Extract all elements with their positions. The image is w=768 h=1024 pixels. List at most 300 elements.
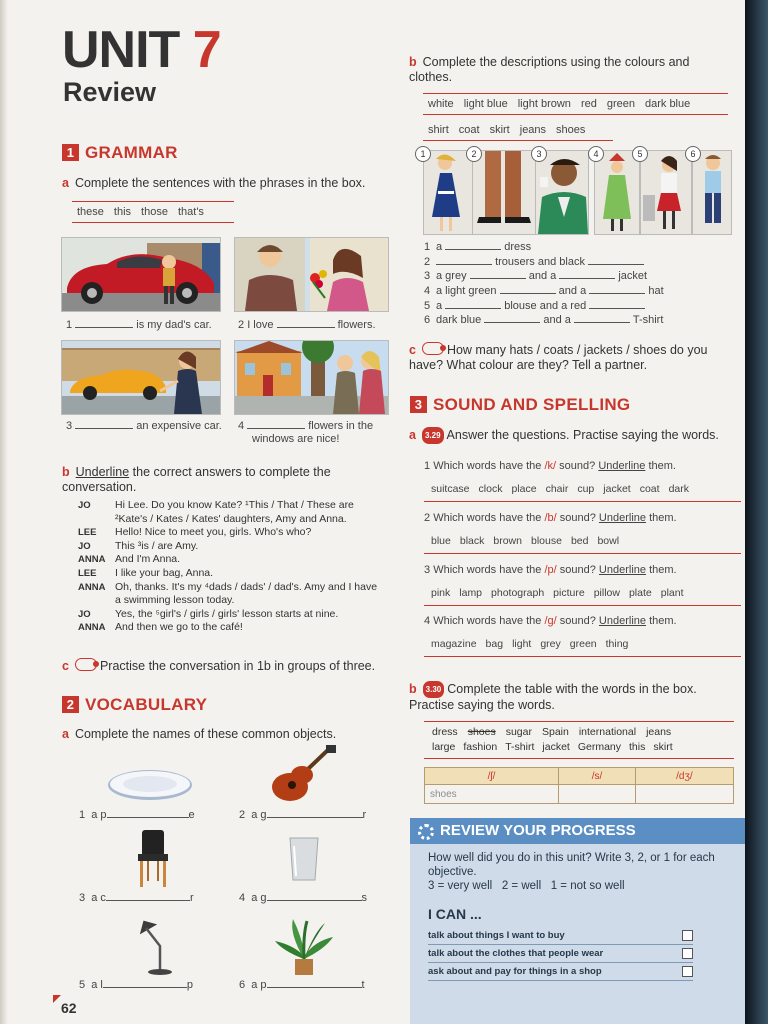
caption-text: windows are nice! [252,433,340,445]
word-end: p [186,979,193,991]
word-item[interactable]: clock [478,483,503,495]
table-cell[interactable] [559,785,636,804]
figure-5 [640,150,692,235]
word-item[interactable]: grey [540,638,561,650]
red-car-illustration [62,238,220,311]
word-end: e [188,809,195,821]
word-item[interactable]: suitcase [431,483,470,495]
description-text: and a [558,285,587,298]
description-text: dress [504,241,532,253]
exercise-letter: c [409,343,416,357]
word-list [424,532,741,554]
exercise-letter: b [409,682,417,696]
word-box-row [424,725,734,740]
page-number: 62 [61,1000,77,1016]
word-start: a c [91,892,106,904]
objective-text: talk about things I want to buy [428,930,565,941]
figure-2 [472,150,536,235]
description-text: T-shirt [632,314,664,327]
item-number: 6 [239,979,246,991]
question-part-post: sound? [559,460,596,472]
answer-blank[interactable] [470,278,526,279]
unit-number: 7 [192,21,221,79]
question-part-snd: /p/ [544,564,557,576]
word-box-item: T-shirt [505,741,535,753]
book-edge-background [745,0,768,1024]
item-number: 2 [239,809,246,821]
objective-row [428,963,693,981]
answer-blank[interactable] [267,817,363,818]
figure-3 [535,150,589,235]
word-item[interactable]: green [569,638,597,650]
question-part-post: sound? [559,564,596,576]
description-line [424,314,724,329]
dialogue-text[interactable]: Hello! Nice to meet you, girls. Who's who? [115,526,312,539]
boy-light-blue-shirt-illustration [693,151,731,234]
dialogue-line [78,567,380,581]
word-start: a l [91,979,103,991]
answer-blank[interactable] [559,278,615,279]
word-box-item: jacket [542,741,570,753]
description-text: a [436,299,443,312]
question-part-end: them. [649,512,677,524]
dialogue-line [78,540,380,554]
speaker-name: LEE [78,527,97,539]
word-box-item: that's [177,206,204,218]
unit-word: UNIT [62,21,180,79]
table-row [425,785,734,804]
exercise-letter: c [62,659,69,673]
man-green-jacket-illustration [536,151,588,234]
question-part-n: 1 [424,460,431,472]
chair-icon [133,828,173,888]
unit-subtitle: Review [63,77,157,107]
audio-track-icon[interactable]: 3.30 [423,681,445,698]
score-checkbox[interactable] [682,948,693,959]
vocab-item-4 [239,892,367,905]
item-number: 4 [238,420,245,432]
item-number: 2 [238,319,245,331]
question-part-end: them. [649,564,677,576]
question-part-pre: Which words have the [433,564,542,576]
figure-number: 4 [588,146,604,162]
question-part-post: sound? [559,615,596,627]
dialogue-text[interactable]: This ³is / are Amy. [115,539,199,552]
speaker-name: JO [78,500,91,511]
speaker-name: JO [78,608,91,620]
instruction-text: Practise the conversation in 1b in groups of three. [99,659,376,673]
answer-blank[interactable] [500,293,556,294]
word-item[interactable]: pillow [593,587,620,599]
table-header-dzh: /dʒ/ [635,768,733,785]
question-part-n: 2 [424,512,431,524]
word-list [424,584,741,606]
description-line [424,270,724,285]
objective-row [428,927,693,945]
figure-number: 2 [466,146,482,162]
question-part-ul: Underline [598,564,647,576]
caption-1 [66,319,226,332]
caption-text: I love [247,319,274,331]
section-number: 1 [62,144,79,161]
vocab-item-1 [79,809,195,822]
description-text: a [436,241,443,253]
word-item[interactable]: jacket [603,483,631,495]
word-box-item: green [606,98,635,110]
description-text: dark blue [436,314,482,327]
caption-4 [238,420,388,446]
sound-word-box [424,721,734,759]
answer-blank[interactable] [247,428,305,429]
answer-blank[interactable] [103,987,187,988]
dialogue-line [78,553,380,567]
dialogue-text[interactable]: I like your bag, Anna. [115,566,214,579]
unit-title [62,22,221,78]
answer-blank[interactable] [589,308,645,309]
colour-description-lines [424,241,724,329]
instruction-text: Complete the names of these common objects. [74,727,337,741]
question-part-ul: Underline [598,460,646,472]
figure-6 [692,150,732,235]
description-text: jacket [618,270,648,283]
description-text: and a [528,270,557,283]
objective-text: ask about and pay for things in a shop [428,966,602,977]
woman-blue-dress-illustration [424,151,472,234]
word-item[interactable]: thing [605,638,629,650]
review-instruction: How well did you do in this unit? Write 3, 2, or 1 for each objective. [428,852,715,878]
word-item[interactable]: blouse [530,535,562,547]
exercise-letter: a [62,727,69,741]
lamp-icon [130,916,180,976]
review-title: REVIEW YOUR PROGRESS [440,822,636,839]
vocab-item-5 [79,979,193,992]
word-item[interactable]: bowl [597,535,620,547]
yellow-car-illustration [62,341,220,414]
exercise-letter: a [62,176,69,190]
speaker-name: ANNA [78,581,106,593]
question-part-pre: Which words have the [433,615,542,627]
description-text: blouse and a red [504,299,587,312]
question-part-pre: Which words have the [433,460,542,472]
word-start: a g [251,892,267,904]
grammar-word-box [72,201,234,223]
caption-text: is my dad's car. [136,319,212,331]
answer-blank[interactable] [484,322,540,323]
section-title: SOUND AND SPELLING [433,395,631,414]
photo-houses [234,340,389,415]
word-end: t [361,979,365,991]
word-start: a p [91,809,107,821]
question-text [424,564,734,577]
word-box-item: large [432,741,456,753]
word-box-item: jeans [646,726,672,738]
flowers-illustration [235,238,388,311]
item-number: 5 [79,979,86,991]
vocabulary-heading [62,695,207,715]
answer-blank[interactable] [574,322,630,323]
answer-blank[interactable] [445,249,501,250]
word-box-item: skirt [653,741,673,753]
word-box-item: light blue [463,98,508,110]
photo-red-car [61,237,221,312]
word-box-item: Spain [541,726,569,738]
question-part-n: 4 [424,615,431,627]
guitar-icon [268,745,338,807]
figure-number: 6 [685,146,701,162]
exercise-letter: b [409,55,417,69]
page-corner-mark [53,995,61,1003]
grammar-a-instruction [62,176,392,191]
section-number: 2 [62,696,79,713]
word-end: s [361,892,368,904]
word-box-item: white [428,98,454,110]
answer-blank[interactable] [445,308,501,309]
item-number: 1 [424,241,431,253]
word-box-item: jeans [519,124,547,136]
instruction-text: the correct answers to complete the conversation. [62,465,331,494]
sound-table [424,767,734,804]
answer-blank[interactable] [589,293,645,294]
figure-number: 3 [531,146,547,162]
word-box-item: shirt [428,124,449,136]
question-part-snd: /b/ [544,512,557,524]
description-line [424,241,724,256]
speech-bubble-icon [422,342,444,355]
colours-b-instruction [409,55,709,85]
word-item[interactable]: blue [431,535,451,547]
photo-yellow-car [61,340,221,415]
answer-blank[interactable] [107,817,189,818]
question-part-ul: Underline [598,512,647,524]
table-header-row [425,768,734,785]
figure-number: 1 [415,146,431,162]
dialogue-text[interactable]: Hi Lee. Do you know Kate? ¹This / That / These are ²Kate's / Kates / Kates' daughters, Amy and Anna. [115,499,354,525]
objective-row [428,945,693,963]
glass-icon [288,836,320,882]
word-item[interactable]: lamp [459,587,483,599]
item-number: 6 [424,314,431,327]
description-line [424,256,724,271]
word-list [424,480,741,502]
word-item[interactable]: plate [628,587,652,599]
item-number: 4 [239,892,246,904]
word-box-item: shoes [556,124,586,136]
answer-blank[interactable] [75,428,133,429]
word-box-item: light brown [517,98,571,110]
item-number: 3 [79,892,86,904]
page-spine-shadow [0,0,8,1024]
sound-b-instruction [409,681,734,713]
grammar-c-instruction [62,658,392,674]
question-text [424,512,734,525]
question-part-end: them. [649,615,677,627]
sound-spelling-heading [410,395,630,415]
word-box-item: skirt [489,124,510,136]
question-part-snd: /k/ [544,460,557,472]
item-number: 3 [424,270,431,283]
instruction-text: Complete the table with the words in the box. Practise saying the words. [409,682,697,712]
word-item[interactable]: plant [660,587,684,599]
score-checkbox[interactable] [682,930,693,941]
speaker-name: LEE [78,567,97,579]
colours-word-box [423,93,728,115]
audio-track-icon[interactable]: 3.29 [422,427,444,444]
speaker-name: ANNA [78,622,106,634]
item-number: 1 [66,319,73,331]
woman-red-skirt-illustration [641,151,691,234]
section-title: GRAMMAR [85,143,178,162]
plant-icon [273,915,335,977]
question-part-n: 3 [424,564,431,576]
vocab-a-instruction [62,727,392,742]
dialogue-text[interactable]: And I'm Anna. [115,553,181,566]
exercise-letter: b [62,465,70,479]
question-part-post: sound? [559,512,596,524]
plate-icon [106,765,194,803]
question-text [424,460,734,473]
dialogue-text[interactable]: And then we go to the café! [115,621,243,634]
section-number: 3 [410,396,427,413]
colours-c-instruction [409,342,729,373]
word-box-item-example: shoes [467,726,496,738]
photo-flowers [234,237,389,312]
objective-text: talk about the clothes that people wear [428,948,604,959]
word-box-item: fashion [463,741,498,753]
grammar-b-instruction [62,465,362,495]
caption-text: an expensive car. [136,420,222,432]
word-item[interactable]: dark [668,483,690,495]
item-number: 3 [66,420,73,432]
word-box-item: international [578,726,637,738]
score-checkbox[interactable] [682,966,693,977]
word-item[interactable]: brown [493,535,522,547]
word-end: r [362,809,367,821]
table-header-sh: /ʃ/ [425,768,559,785]
caption-3 [66,420,231,433]
section-title: VOCABULARY [85,695,208,714]
word-box-item: coat [458,124,480,136]
answer-blank[interactable] [106,900,190,901]
word-item[interactable]: picture [553,587,585,599]
item-number: 5 [424,299,431,312]
dialogue-line [78,526,380,540]
conversation [78,499,380,635]
word-box-row [424,740,734,755]
answer-blank[interactable] [267,900,362,901]
dialogue-line [78,608,380,622]
table-cell[interactable] [635,785,733,804]
caption-text: flowers in the [308,420,374,432]
item-number: 2 [424,255,431,268]
answer-blank[interactable] [267,987,362,988]
word-box-item: dress [432,726,458,738]
question-part-ul: Underline [598,615,647,627]
figure-4 [594,150,640,235]
caption-2 [238,319,398,332]
instruction-text: Complete the sentences with the phrases in the box. [74,176,366,190]
figure-1 [423,150,473,235]
word-item[interactable]: place [511,483,537,495]
underline-word: Underline [75,465,130,479]
word-item[interactable]: magazine [431,638,477,650]
word-start: a p [251,979,267,991]
description-line [424,285,724,300]
dialogue-text[interactable]: Oh, thanks. It's my ⁴dads / dads' / dad's. Amy and I have a swimming lesson today. [115,580,378,607]
exercise-letter: a [409,428,416,442]
question-part-end: them. [648,460,676,472]
question-part-snd: /g/ [544,615,557,627]
word-box-item: those [141,206,168,218]
word-box-item: red [580,98,597,110]
word-start: a g [251,809,267,821]
dialogue-line [78,621,380,635]
word-item[interactable]: black [459,535,485,547]
instruction-text: How many hats / coats / jackets / shoes do you have? What colour are they? Tell a partner. [409,343,708,372]
description-text: trousers and black [495,255,585,268]
review-progress-header [410,818,745,844]
speaker-name: JO [78,540,91,552]
vocab-item-6 [239,979,365,992]
word-box-item: this [113,206,132,218]
word-item[interactable]: pink [431,587,451,599]
speaker-name: ANNA [78,554,106,566]
review-scale: 3 = very well 2 = well 1 = not so well [428,880,625,892]
clothes-word-box [423,120,613,141]
word-item[interactable]: photograph [491,587,545,599]
word-box-item: these [77,206,104,218]
item-number: 1 [79,809,86,821]
answer-blank[interactable] [588,264,644,265]
description-text: a grey [436,270,467,283]
word-end: r [189,892,194,904]
word-item[interactable]: cup [577,483,595,495]
description-text: hat [648,285,664,298]
caption-text: flowers. [337,319,376,331]
word-box-item: this [629,741,646,753]
i-can-heading: I CAN ... [428,906,482,922]
word-list [424,635,741,657]
item-number: 4 [424,285,431,298]
progress-icon [418,824,434,840]
word-box-item: dark blue [644,98,691,110]
word-item[interactable]: chair [545,483,569,495]
vocab-item-3 [79,892,194,905]
table-cell-example[interactable]: shoes [425,785,559,804]
answer-blank[interactable] [75,327,133,328]
dialogue-text[interactable]: Yes, the ⁵girl's / girls / girls' lesson starts at nine. [115,607,339,620]
houses-illustration [235,341,388,414]
word-box-item: Germany [577,741,622,753]
description-text: a light green [436,285,497,298]
answer-blank[interactable] [277,327,335,328]
sound-a-instruction [409,427,729,444]
question-text [424,615,734,628]
answer-blank[interactable] [436,264,492,265]
word-item[interactable]: light [512,638,532,650]
instruction-text: Complete the descriptions using the colours and clothes. [409,55,690,84]
question-part-pre: Which words have the [433,512,542,524]
word-item[interactable]: bed [570,535,589,547]
instruction-text: Answer the questions. Practise saying the words. [446,428,719,442]
vocab-item-2 [239,809,366,822]
word-item[interactable]: coat [639,483,660,495]
dialogue-line [78,499,380,526]
figure-number: 5 [632,146,648,162]
description-line [424,300,724,315]
trousers-illustration [473,151,535,234]
word-item[interactable]: bag [485,638,504,650]
table-header-s: /s/ [559,768,636,785]
